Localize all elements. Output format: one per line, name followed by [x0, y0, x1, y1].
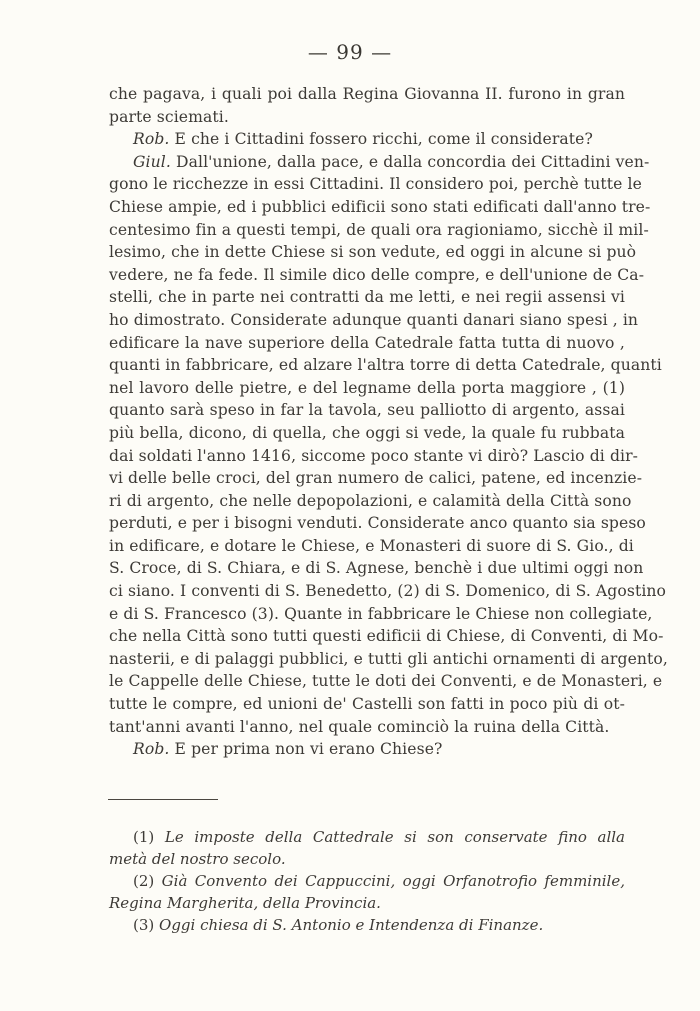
text-line: ci siano. I conventi di S. Benedetto, (2) di S. Domenico, di S. Agostino	[109, 582, 667, 601]
text-line: e di S. Francesco (3). Quante in fabbricare le Chiese non collegiate,	[109, 604, 653, 623]
page-number: — 99 —	[307, 40, 393, 64]
footnote-line	[109, 826, 625, 848]
speaker-label: Rob.	[133, 740, 170, 759]
text-line: quanti in fabbricare, ed alzare l'altra torre di detta Catedrale, quanti	[109, 356, 662, 375]
text-line: gono le ricchezze in essi Cittadini. Il considero poi, perchè tutte le	[109, 175, 642, 194]
footnote-text: Già Convento dei Cappuccini, oggi Orfanotrofio femminile,	[161, 872, 625, 890]
dialogue-line	[109, 738, 625, 761]
text-line: vi delle belle croci, del gran numero de calici, patene, ed incenzie-	[109, 469, 643, 488]
speaker-label: Rob.	[133, 130, 170, 149]
text-line: dai soldati l'anno 1416, siccome poco stante vi dirò? Lascio di dir-	[109, 446, 639, 465]
text-line: che nella Città sono tutti questi edificii di Chiese, di Conventi, di Mo-	[109, 627, 664, 646]
dialogue-text: Dall'unione, dalla pace, e dalla concordia dei Cittadini ven-	[176, 152, 650, 171]
text-line: le Cappelle delle Chiese, tutte le doti dei Conventi, e de Monasteri, e	[109, 672, 663, 691]
text-line: in edificare, e dotare le Chiese, e Monasteri di suore di S. Gio., di	[109, 536, 634, 555]
text-line: ri di argento, che nelle depopolazioni, e calamità della Città sono	[109, 491, 632, 510]
text-line: Chiese ampie, ed i pubblici edificii sono stati edificati dall'anno tre-	[109, 197, 651, 216]
footnote-text: Oggi chiesa di S. Antonio e Intendenza di Finanze.	[159, 916, 544, 934]
text-line: perduti, e per i bisogni venduti. Considerate anco quanto sia speso	[109, 514, 646, 533]
dialogue-text: E per prima non vi erano Chiese?	[174, 740, 443, 759]
footnote-divider	[108, 799, 218, 800]
text-line: tant'anni avanti l'anno, nel quale cominciò la ruina della Città.	[109, 717, 610, 736]
text-line: lesimo, che in dette Chiese si son vedute, ed oggi in alcune si può	[109, 243, 637, 262]
text-line: ho dimostrato. Considerate adunque quanti danari siano spesi , in	[109, 310, 639, 329]
footnotes	[109, 826, 625, 936]
text-line: più bella, dicono, di quella, che oggi si vede, la quale fu rubbata	[109, 423, 625, 442]
footnote-marker: (2)	[133, 872, 155, 890]
footnote-line	[109, 870, 625, 892]
text-line: parte sciemati.	[109, 107, 229, 126]
text-line: nasterii, e di palaggi pubblici, e tutti gli antichi ornamenti di argento,	[109, 649, 668, 668]
text-line: S. Croce, di S. Chiara, e di S. Agnese, benchè i due ultimi oggi non	[109, 559, 644, 578]
text-line: tutte le compre, ed unioni de' Castelli son fatti in poco più di ot-	[109, 695, 625, 714]
footnote-line: Regina Margherita, della Provincia.	[109, 894, 381, 912]
footnote-line: metà del nostro secolo.	[109, 850, 286, 868]
text-line: nel lavoro delle pietre, e del legname della porta maggiore , (1)	[109, 378, 625, 397]
dialogue-line	[109, 151, 650, 174]
dialogue-line	[109, 128, 625, 151]
text-line: vedere, ne fa fede. Il simile dico delle compre, e dell'unione de Ca-	[109, 265, 645, 284]
text-line: edificare la nave superiore della Catedrale fatta tutta di nuovo ,	[109, 333, 625, 352]
footnote-marker: (3)	[133, 916, 155, 934]
body-text	[109, 83, 668, 761]
speaker-label: Giul.	[133, 152, 171, 171]
text-line: che pagava, i quali poi dalla Regina Giovanna II. furono in gran	[109, 85, 625, 103]
footnote-text: Le imposte della Cattedrale si son conservate fino alla	[164, 828, 625, 846]
footnote-line	[109, 914, 625, 936]
text-line: centesimo fin a questi tempi, de quali ora ragioniamo, sicchè il mil-	[109, 220, 649, 239]
text-line: stelli, che in parte nei contratti da me letti, e nei regii assensi vi	[109, 288, 625, 307]
dialogue-text: E che i Cittadini fossero ricchi, come il considerate?	[174, 130, 593, 149]
footnote-marker: (1)	[133, 828, 155, 846]
text-line: quanto sarà speso in far la tavola, seu palliotto di argento, assai	[109, 401, 625, 420]
